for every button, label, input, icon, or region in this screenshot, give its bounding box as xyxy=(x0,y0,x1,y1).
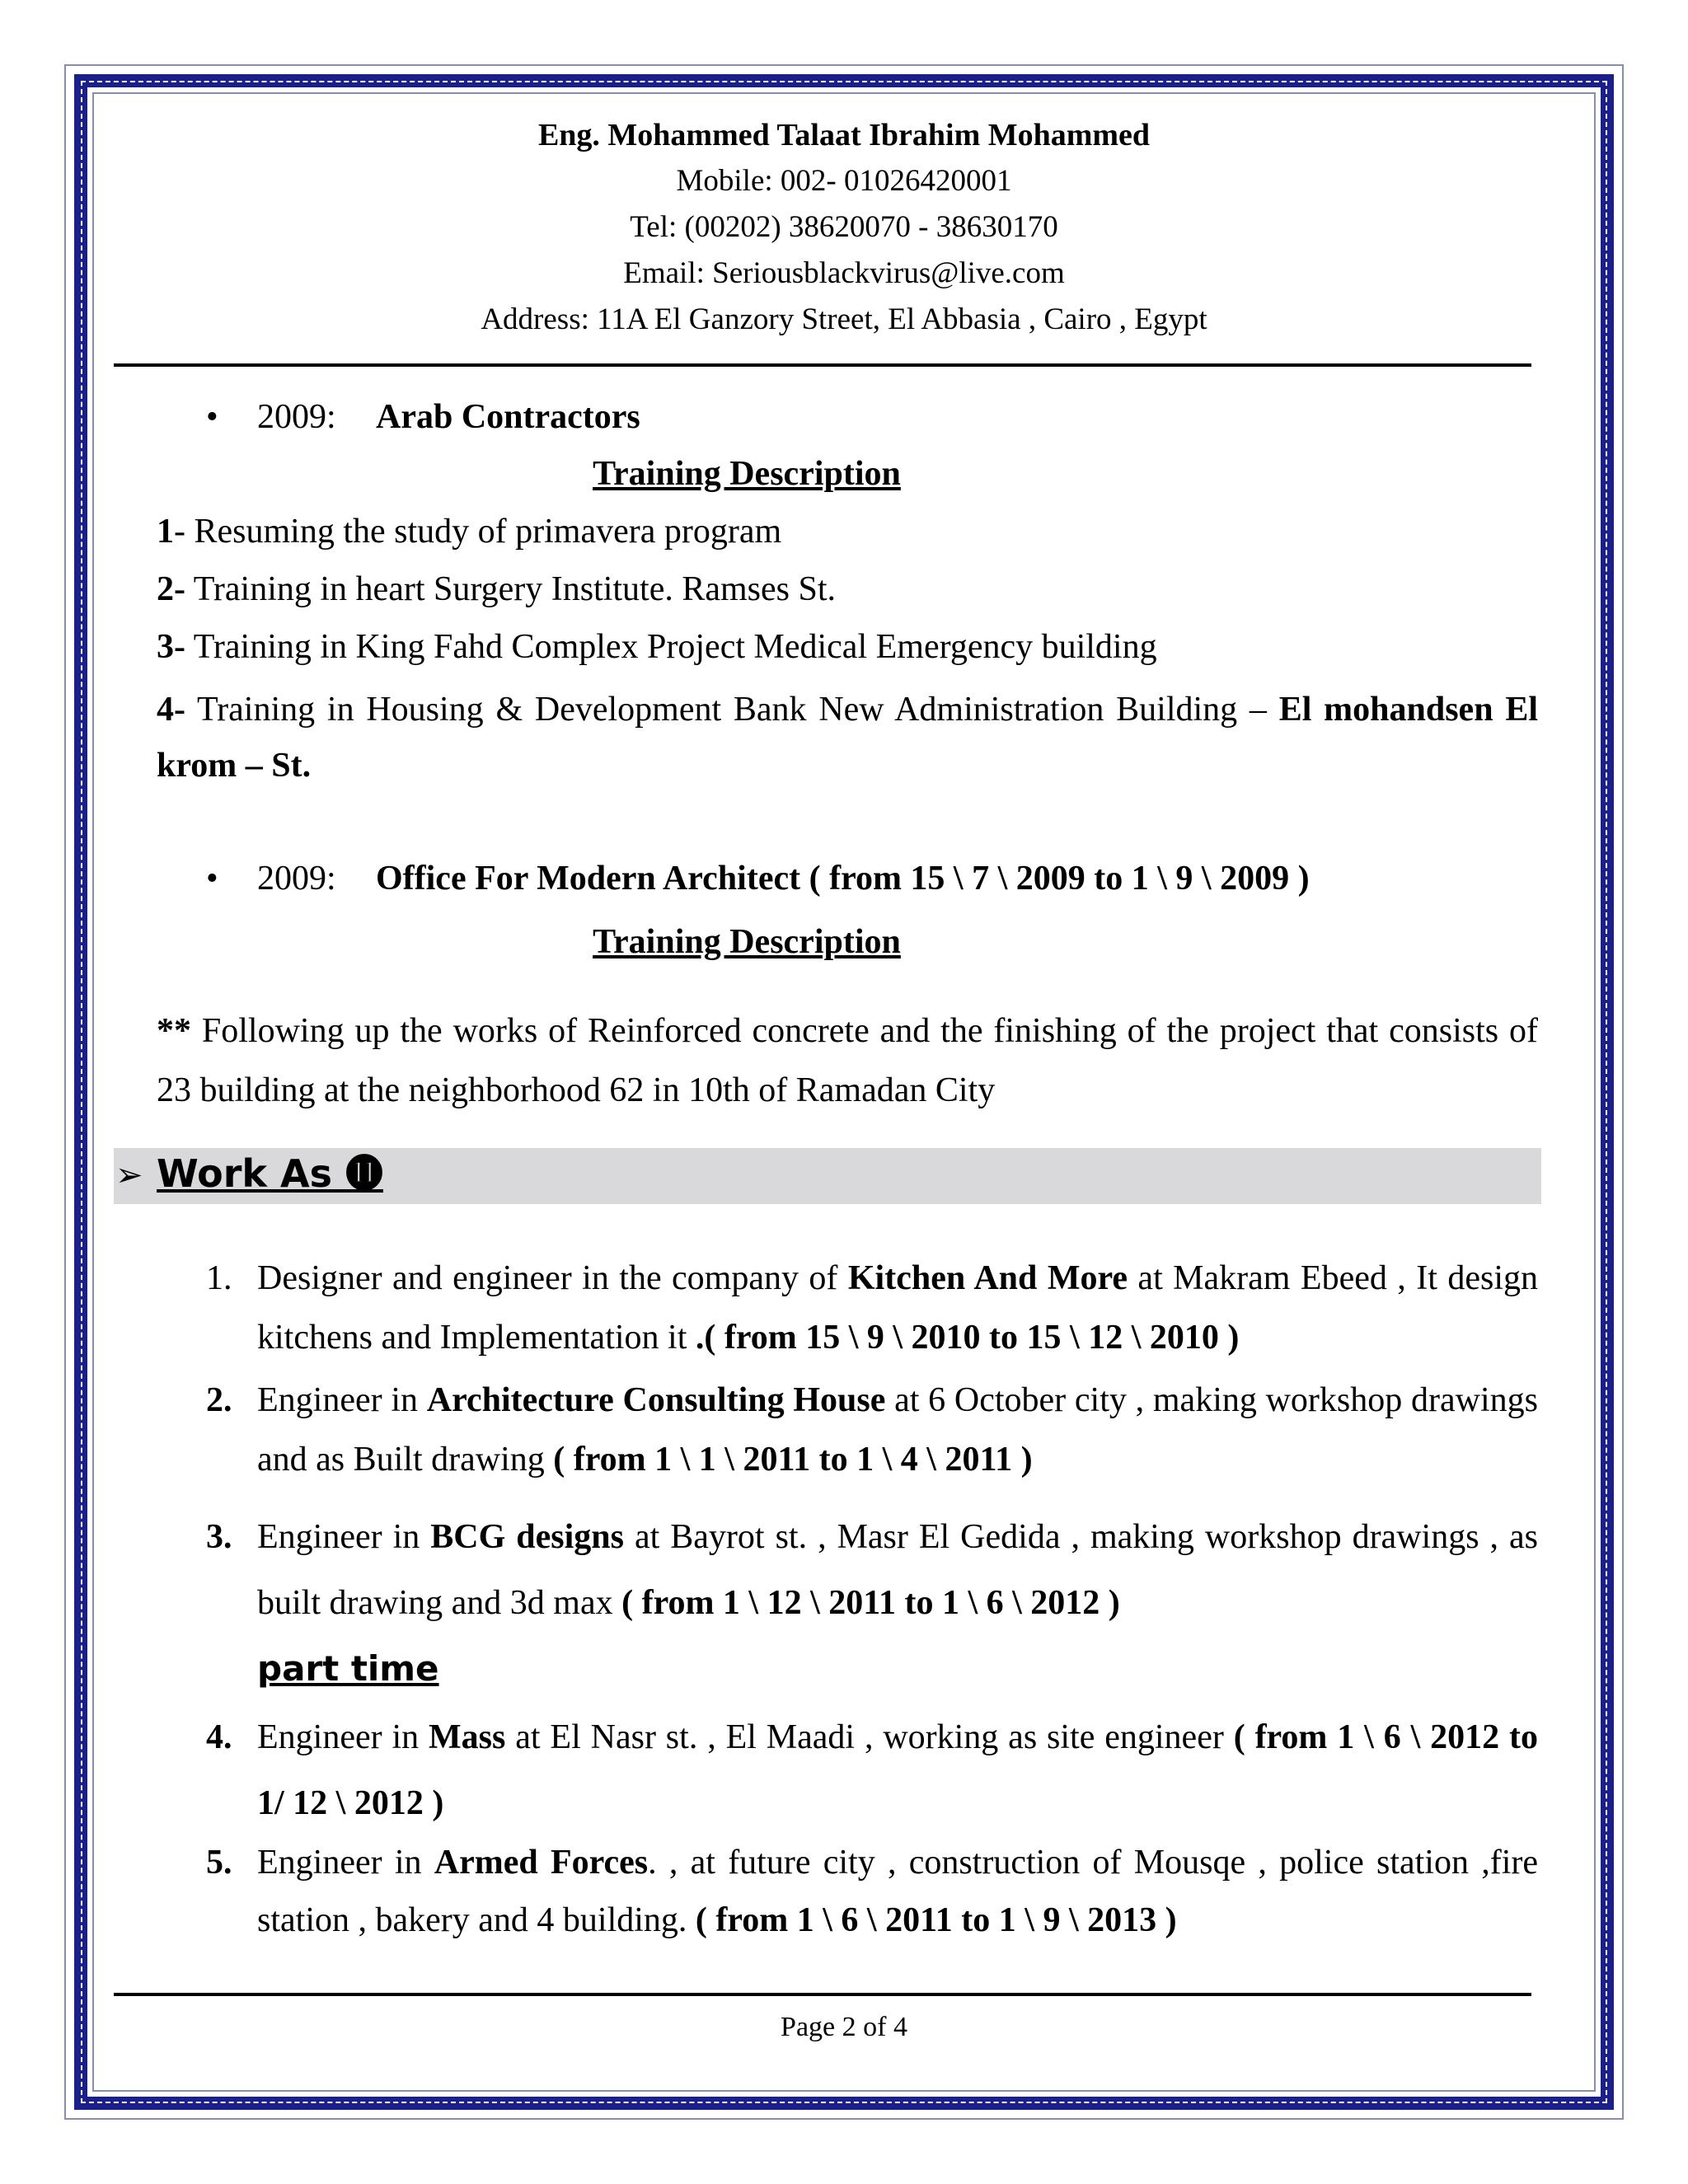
work-item-note: part time xyxy=(257,1648,439,1689)
work-item-number: 5. xyxy=(206,1844,232,1882)
work-item-text: Engineer in Armed Forces. , at future city , construction of Mousqe , police station ,fire station , bakery and 4 building. ( from 1 \ 6 \ 2011 to 1 \ 9 \ 2013 ) xyxy=(257,1844,1538,1939)
cv-address: Address: 11A El Ganzory Street, El Abbasia , Cairo , Egypt xyxy=(481,302,1207,336)
cv-tel: Tel: (00202) 38620070 - 38630170 xyxy=(630,210,1058,244)
training-entry-2 xyxy=(206,855,1310,902)
work-item-number: 4. xyxy=(206,1718,232,1756)
work-item-text: Designer and engineer in the company of Kitchen And More at Makram Ebeed , It design kitchens and Implementation it .( from 15 \ 9 \ 2010 to 15 \ 12 \ 2010 ) xyxy=(257,1259,1538,1357)
training-item: 4- Training in Housing & Development Bank New Administration Building – El mohandsen El krom – St. xyxy=(157,691,1538,785)
training-company: Office For Modern Architect ( from 15 \ 7 \ 2009 to 1 \ 9 \ 2009 ) xyxy=(376,860,1310,898)
training-entry-1 xyxy=(206,394,640,440)
training-description-title: Training Description xyxy=(593,923,901,961)
training-paragraph: ** Following up the works of Reinforced concrete and the finishing of the project that consists of 23 building at the neighborhood 62 in 10th of Ramadan City xyxy=(157,1012,1538,1109)
header-divider xyxy=(114,363,1531,367)
work-item-number: 2. xyxy=(206,1381,232,1419)
work-item-number: 3. xyxy=(206,1518,232,1556)
footer-divider xyxy=(114,1993,1531,1996)
work-item xyxy=(206,1704,1538,1836)
work-item-number: 1. xyxy=(206,1259,232,1297)
training-item: 3- Training in King Fahd Complex Project Medical Emergency building xyxy=(157,628,1157,666)
cv-mobile: Mobile: 002- 01026420001 xyxy=(676,164,1012,198)
work-item-text: Engineer in Architecture Consulting House at 6 October city , making workshop drawings and as Built drawing ( from 1 \ 1 \ 2011 to 1 \ 4 \ 2011 ) xyxy=(257,1381,1538,1479)
cv-email: Email: Seriousblackvirus@live.com xyxy=(623,256,1065,290)
cv-name: Eng. Mohammed Talaat Ibrahim Mohammed xyxy=(537,118,1151,152)
work-item xyxy=(206,1504,1538,1703)
work-item xyxy=(206,1834,1538,1949)
work-item-text: Engineer in Mass at El Nasr st. , El Maadi , working as site engineer ( from 1 \ 6 \ 2012 to 1/ 12 \ 2012 ) xyxy=(257,1718,1538,1822)
bullet: • xyxy=(206,860,218,898)
arrow-icon: ➢ xyxy=(115,1156,143,1194)
training-item: 1- Resuming the study of primavera program xyxy=(157,513,782,551)
work-item-text: Engineer in BCG designs at Bayrot st. , Masr El Gedida , making workshop drawings , as built drawing and 3d max ( from 1 \ 12 \ 2011 to 1 \ 6 \ 2012 ) part time xyxy=(257,1518,1539,1689)
page-number: Page 2 of 4 xyxy=(781,2012,907,2042)
work-item xyxy=(206,1249,1538,1367)
work-item xyxy=(206,1371,1538,1489)
training-item: 2- Training in heart Surgery Institute. Ramses St. xyxy=(157,570,837,608)
training-company: Arab Contractors xyxy=(376,398,640,436)
training-description-title: Training Description xyxy=(593,455,901,493)
bullet: • xyxy=(206,398,218,436)
training-year: 2009: xyxy=(257,860,336,898)
training-year: 2009: xyxy=(257,398,336,436)
work-section-title: Work As ⓫ xyxy=(157,1151,383,1196)
